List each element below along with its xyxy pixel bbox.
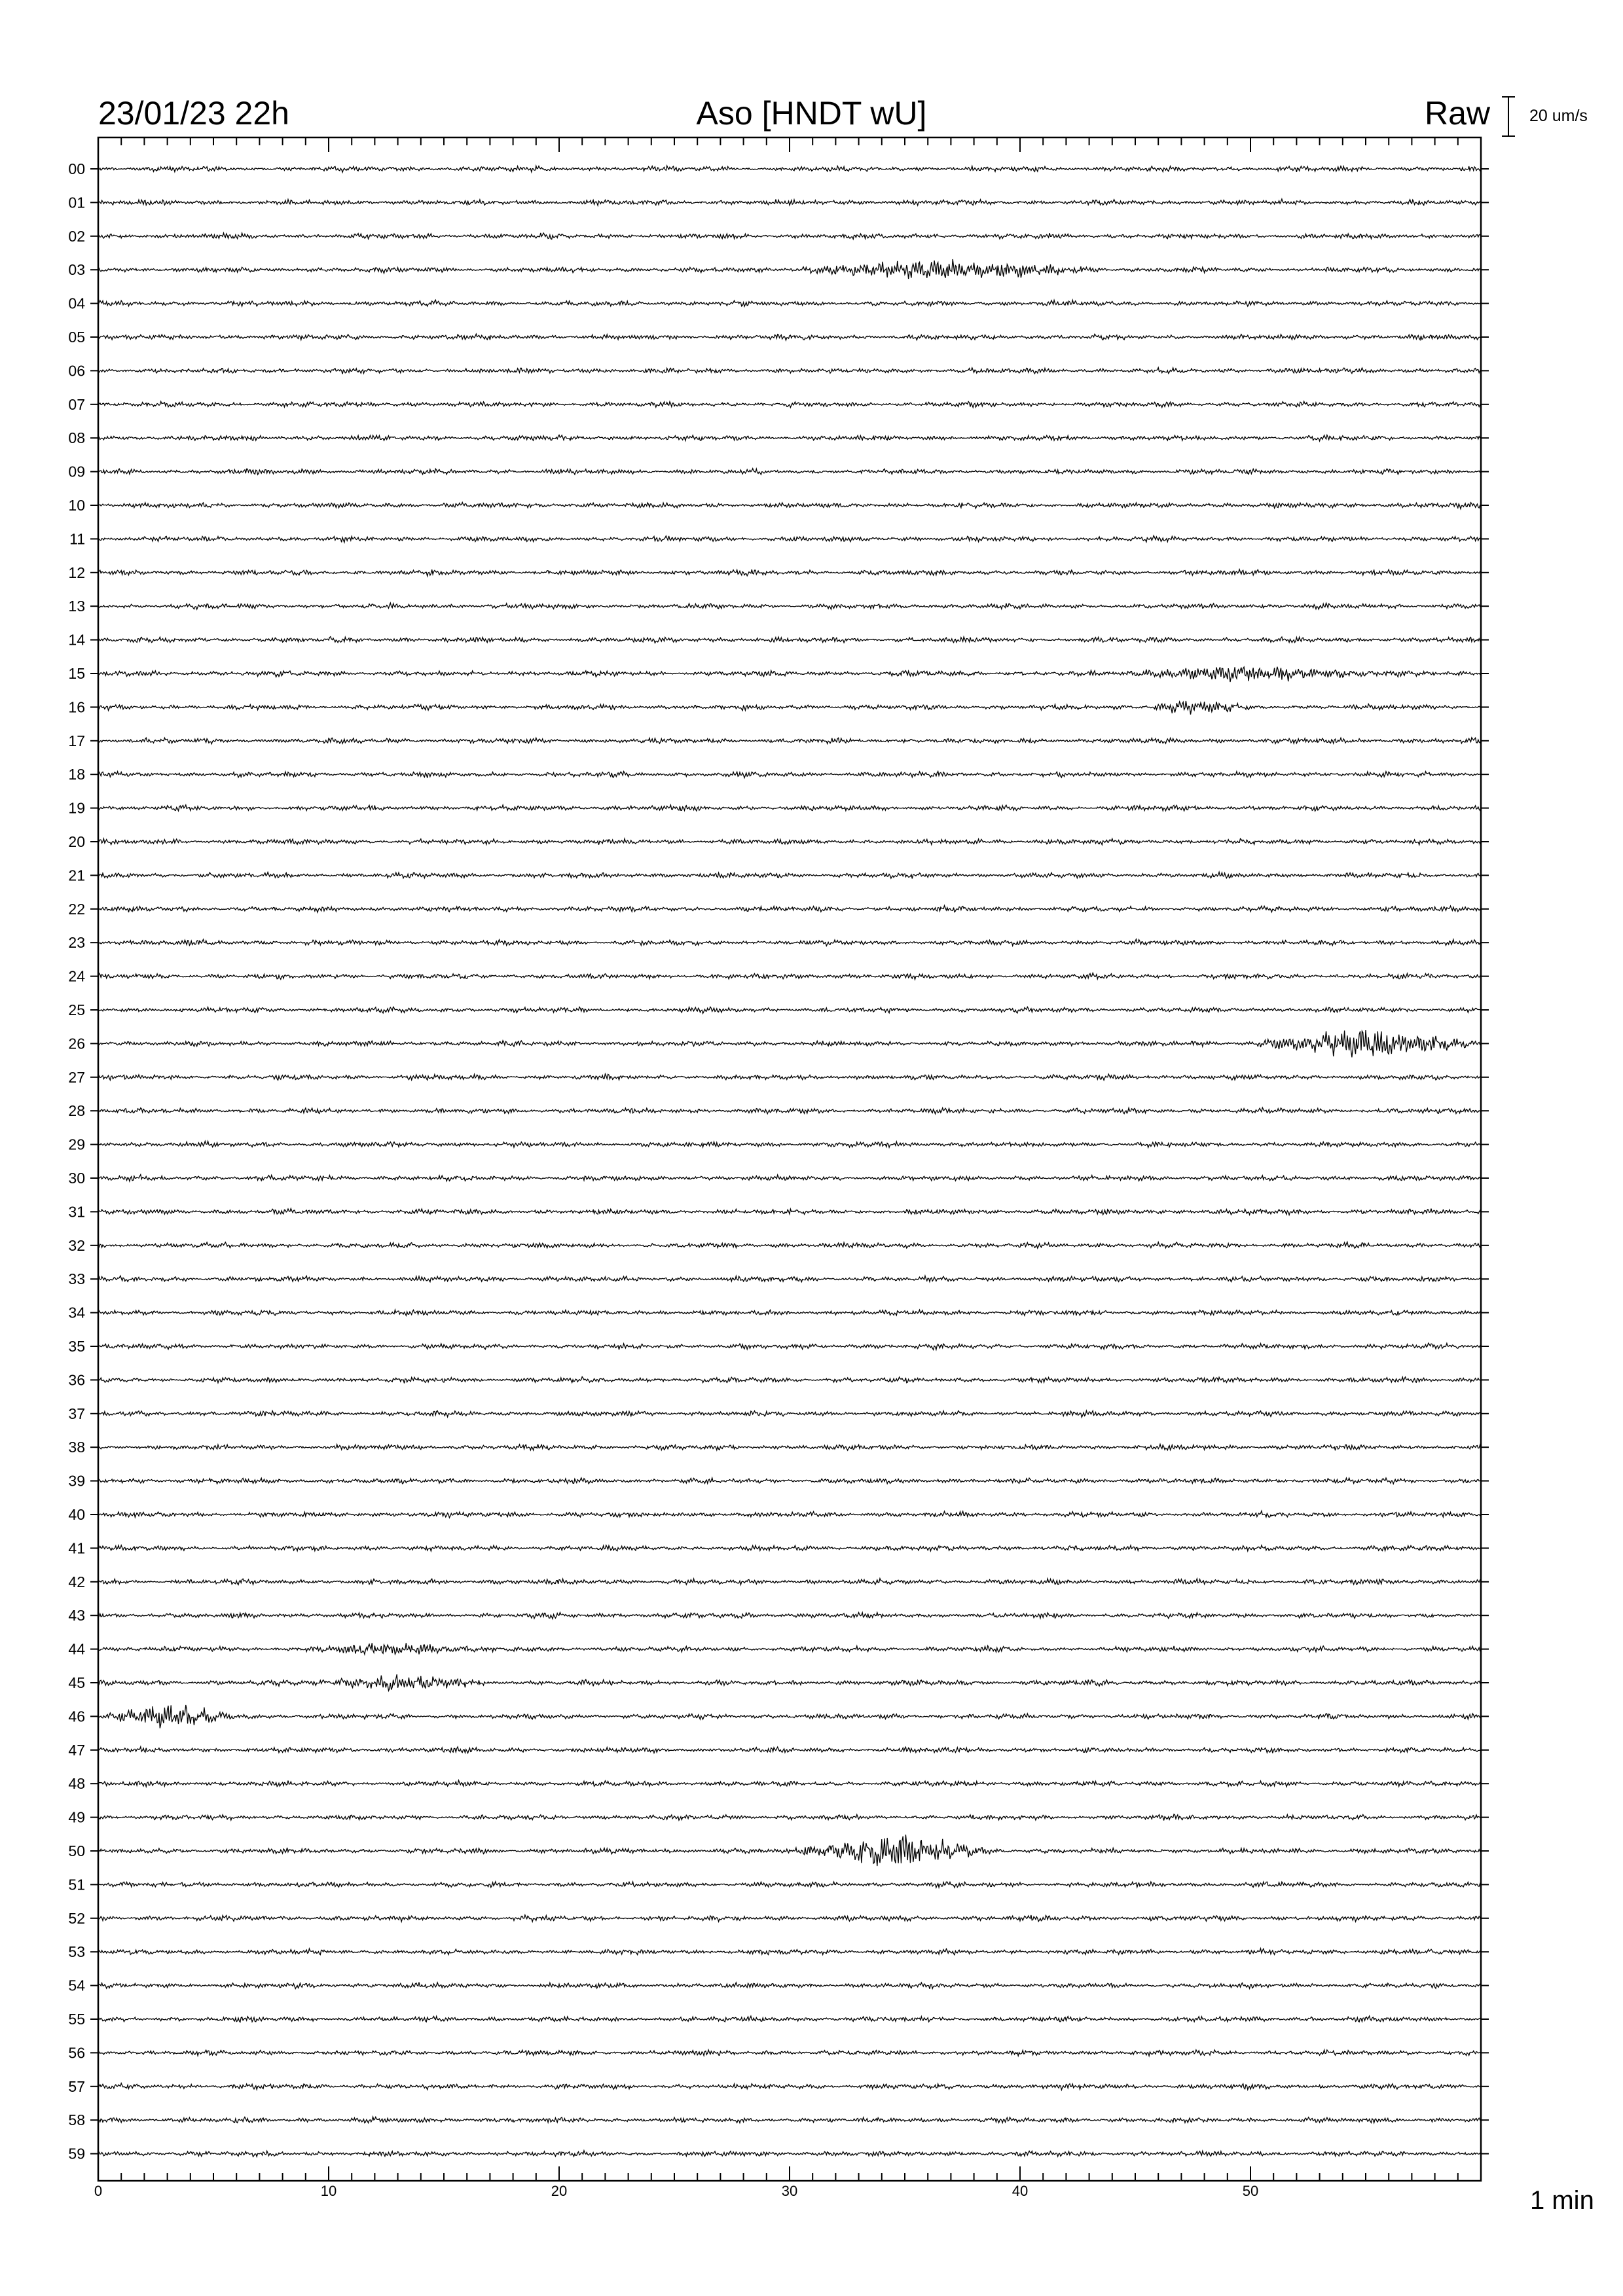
trace-row-29 bbox=[98, 1141, 1481, 1148]
row-label: 00 bbox=[68, 160, 85, 177]
trace-row-51 bbox=[98, 1882, 1481, 1888]
row-label: 09 bbox=[68, 463, 85, 480]
trace-row-44 bbox=[98, 1643, 1481, 1654]
row-label: 06 bbox=[68, 362, 85, 380]
row-label: 07 bbox=[68, 395, 85, 413]
row-label: 27 bbox=[68, 1068, 85, 1086]
row-label: 26 bbox=[68, 1035, 85, 1052]
trace-row-56 bbox=[98, 2050, 1481, 2056]
trace-row-24 bbox=[98, 973, 1481, 980]
row-label: 30 bbox=[68, 1170, 85, 1187]
x-tick-label: 50 bbox=[1242, 2183, 1259, 2199]
row-label: 12 bbox=[68, 564, 85, 581]
x-tick-label: 10 bbox=[320, 2183, 337, 2199]
row-label: 08 bbox=[68, 429, 85, 447]
row-label: 20 bbox=[68, 833, 85, 850]
trace-row-08 bbox=[98, 435, 1481, 441]
x-axis-unit-label: 1 min bbox=[1530, 2186, 1594, 2215]
row-label: 23 bbox=[68, 934, 85, 952]
trace-row-06 bbox=[98, 368, 1481, 374]
row-label: 13 bbox=[68, 598, 85, 615]
trace-row-49 bbox=[98, 1814, 1481, 1821]
row-label: 28 bbox=[68, 1102, 85, 1120]
row-label: 37 bbox=[68, 1405, 85, 1422]
trace-row-35 bbox=[98, 1343, 1481, 1350]
trace-row-02 bbox=[98, 233, 1481, 240]
row-label: 47 bbox=[68, 1741, 85, 1759]
row-labels bbox=[68, 160, 1489, 2162]
trace-row-50 bbox=[98, 1835, 1481, 1866]
trace-row-09 bbox=[98, 469, 1481, 475]
row-label: 15 bbox=[68, 665, 85, 682]
row-label: 14 bbox=[68, 631, 85, 649]
mode-label: Raw bbox=[1424, 95, 1490, 132]
trace-row-22 bbox=[98, 906, 1481, 913]
row-label: 17 bbox=[68, 732, 85, 749]
row-label: 25 bbox=[68, 1001, 85, 1018]
row-label: 41 bbox=[68, 1539, 85, 1557]
trace-row-17 bbox=[98, 738, 1481, 744]
row-label: 35 bbox=[68, 1338, 85, 1355]
row-label: 53 bbox=[68, 1943, 85, 1961]
trace-row-45 bbox=[98, 1674, 1481, 1691]
trace-row-05 bbox=[98, 334, 1481, 340]
row-label: 59 bbox=[68, 2145, 85, 2162]
row-label: 11 bbox=[69, 530, 85, 548]
trace-row-46 bbox=[98, 1705, 1481, 1729]
trace-row-12 bbox=[98, 569, 1481, 576]
row-label: 54 bbox=[68, 1977, 85, 1994]
trace-row-07 bbox=[98, 401, 1481, 407]
row-label: 36 bbox=[68, 1371, 85, 1389]
row-label: 44 bbox=[68, 1640, 85, 1658]
row-label: 16 bbox=[68, 698, 85, 716]
trace-row-26 bbox=[98, 1030, 1481, 1057]
row-label: 52 bbox=[68, 1909, 85, 1927]
trace-row-04 bbox=[98, 300, 1481, 306]
trace-row-32 bbox=[98, 1242, 1481, 1249]
row-label: 04 bbox=[68, 295, 85, 312]
row-label: 31 bbox=[68, 1203, 85, 1221]
x-tick-label: 30 bbox=[781, 2183, 798, 2199]
trace-row-28 bbox=[98, 1107, 1481, 1114]
row-label: 22 bbox=[68, 900, 85, 918]
trace-row-15 bbox=[98, 667, 1481, 682]
row-label: 48 bbox=[68, 1775, 85, 1793]
row-label: 56 bbox=[68, 2044, 85, 2062]
trace-row-48 bbox=[98, 1780, 1481, 1787]
station-title: Aso [HNDT wU] bbox=[696, 95, 927, 132]
row-label: 46 bbox=[68, 1708, 85, 1725]
row-label: 24 bbox=[68, 967, 85, 985]
trace-row-19 bbox=[98, 805, 1481, 812]
row-label: 42 bbox=[68, 1573, 85, 1590]
row-label: 34 bbox=[68, 1304, 85, 1321]
row-label: 29 bbox=[68, 1136, 85, 1153]
trace-row-25 bbox=[98, 1007, 1481, 1013]
trace-row-13 bbox=[98, 603, 1481, 609]
scale-label: 20 um/s bbox=[1529, 107, 1588, 125]
row-label: 05 bbox=[68, 329, 85, 346]
row-label: 10 bbox=[68, 497, 85, 514]
trace-row-34 bbox=[98, 1310, 1481, 1316]
row-label: 57 bbox=[68, 2077, 85, 2095]
x-tick-label: 0 bbox=[94, 2183, 103, 2199]
trace-row-11 bbox=[98, 535, 1481, 542]
trace-row-39 bbox=[98, 1478, 1481, 1484]
row-label: 21 bbox=[68, 867, 85, 884]
trace-row-40 bbox=[98, 1511, 1481, 1518]
row-label: 50 bbox=[68, 1842, 85, 1859]
trace-row-59 bbox=[98, 2151, 1481, 2157]
row-label: 19 bbox=[68, 799, 85, 817]
trace-row-42 bbox=[98, 1579, 1481, 1585]
trace-row-52 bbox=[98, 1915, 1481, 1922]
trace-row-47 bbox=[98, 1747, 1481, 1753]
trace-row-57 bbox=[98, 2083, 1481, 2090]
row-label: 01 bbox=[68, 194, 85, 211]
trace-row-37 bbox=[98, 1410, 1481, 1417]
trace-row-14 bbox=[98, 637, 1481, 643]
row-label: 03 bbox=[68, 261, 85, 279]
trace-row-20 bbox=[98, 838, 1481, 845]
trace-row-21 bbox=[98, 872, 1481, 878]
row-label: 38 bbox=[68, 1439, 85, 1456]
time-ticks bbox=[98, 137, 1481, 2181]
trace-row-36 bbox=[98, 1377, 1481, 1384]
trace-row-43 bbox=[98, 1613, 1481, 1619]
trace-row-00 bbox=[98, 166, 1481, 172]
row-label: 49 bbox=[68, 1808, 85, 1826]
row-label: 39 bbox=[68, 1472, 85, 1490]
seismic-traces bbox=[98, 166, 1481, 2157]
trace-row-30 bbox=[98, 1175, 1481, 1181]
row-label: 02 bbox=[68, 227, 85, 245]
x-tick-label: 40 bbox=[1012, 2183, 1029, 2199]
row-label: 55 bbox=[68, 2011, 85, 2028]
row-label: 45 bbox=[68, 1674, 85, 1691]
trace-row-31 bbox=[98, 1208, 1481, 1215]
row-label: 51 bbox=[68, 1876, 85, 1893]
row-label: 32 bbox=[68, 1236, 85, 1254]
trace-row-33 bbox=[98, 1276, 1481, 1282]
row-label: 58 bbox=[68, 2111, 85, 2129]
plot-frame bbox=[98, 137, 1481, 2181]
trace-row-27 bbox=[98, 1074, 1481, 1081]
trace-row-16 bbox=[98, 701, 1481, 715]
row-label: 18 bbox=[68, 766, 85, 783]
row-label: 43 bbox=[68, 1607, 85, 1624]
trace-row-41 bbox=[98, 1545, 1481, 1551]
trace-row-55 bbox=[98, 2016, 1481, 2022]
trace-row-54 bbox=[98, 1982, 1481, 1989]
trace-row-10 bbox=[98, 503, 1481, 509]
row-label: 40 bbox=[68, 1506, 85, 1523]
x-tick-labels bbox=[94, 2183, 1258, 2199]
x-tick-label: 20 bbox=[551, 2183, 568, 2199]
trace-row-23 bbox=[98, 939, 1481, 946]
row-label: 33 bbox=[68, 1270, 85, 1288]
plot-datetime: 23/01/23 22h bbox=[98, 95, 289, 132]
trace-row-53 bbox=[98, 1948, 1481, 1955]
trace-row-03 bbox=[98, 259, 1481, 279]
trace-row-18 bbox=[98, 772, 1481, 778]
trace-row-58 bbox=[98, 2117, 1481, 2123]
trace-row-01 bbox=[98, 199, 1481, 206]
trace-row-38 bbox=[98, 1444, 1481, 1451]
